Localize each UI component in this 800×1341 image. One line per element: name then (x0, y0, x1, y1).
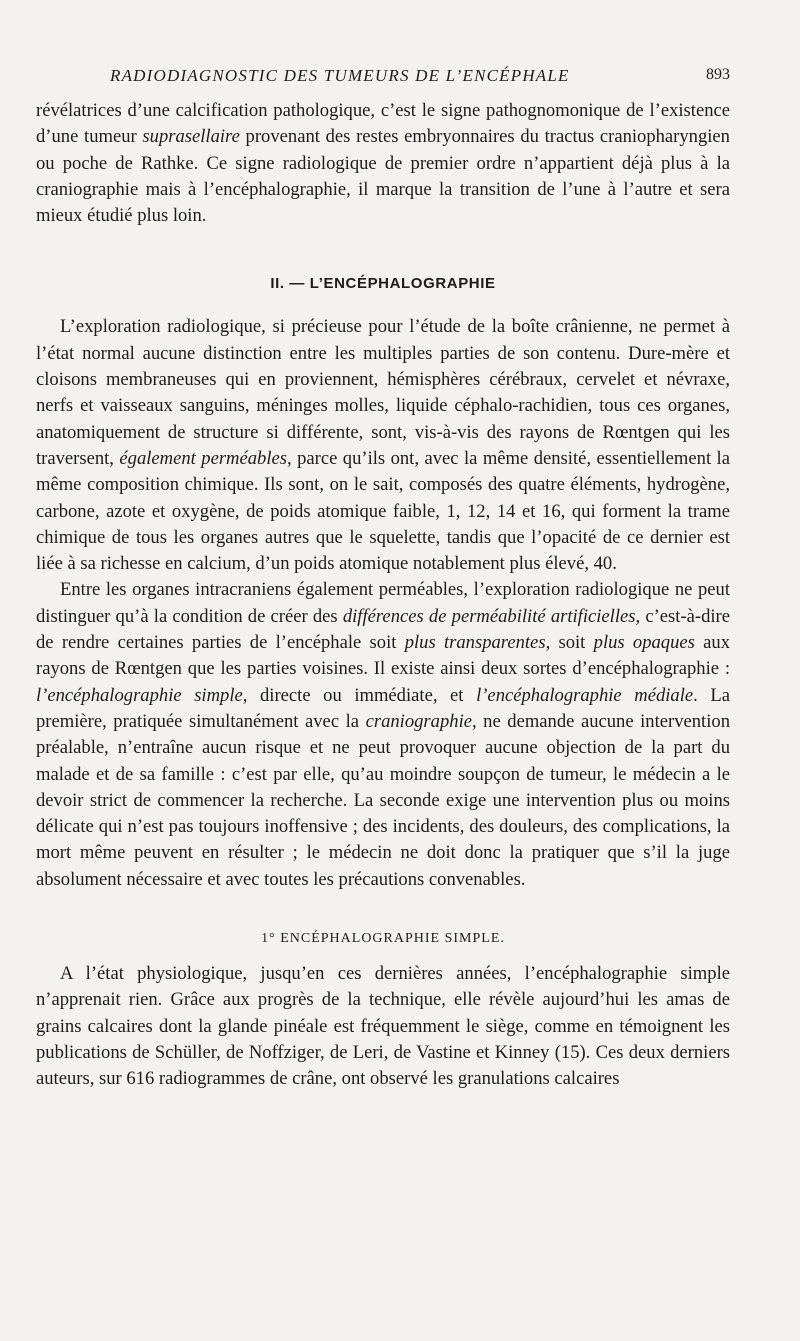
subsection-heading-encephalographie-simple: 1° ENCÉPHALOGRAPHIE SIMPLE. (261, 931, 505, 947)
page-number: 893 (706, 66, 730, 83)
italic-run: l’encéphalographie médiale (476, 684, 694, 706)
italic-run: plus transparentes (404, 632, 546, 654)
paragraph-3 (36, 577, 730, 893)
section-heading-encephalographie: II. — L’ENCÉPHALOGRAPHIE (270, 275, 496, 293)
text-run: provenant des restes embryonnaires du tractus craniopharyngien ou poche de Rathke. Ce signe radiologique de premier ordre n’appartient déjà plus à la craniographie mais à l’encéphalographie, il marque la transition de l’une à l’autre et sera mieux étudié plus loin. (36, 126, 730, 227)
text-run: , parce qu’ils ont, avec la même densité, essentiellement la même composition chimique. Ils sont, on le sait, composés des quatre éléments, hydrogène, carbone, azote et oxygène, de poids atomique faible, 1, 12, 14 et 16, qui forment la trame chimique de tous les organes autres que le squelette, tandis que l’opacité de ce dernier est liée à sa richesse en calcium, d’un poids atomique notablement plus élevé, 40. (36, 447, 730, 575)
running-head (110, 66, 730, 96)
paragraph-1 (36, 98, 730, 229)
italic-run: également perméables (119, 447, 287, 469)
italic-run: craniographie (365, 710, 472, 732)
page-body (36, 98, 730, 1093)
text-run: , directe ou immédiate, et (242, 684, 477, 706)
text-run: révélatrices d’une calcification pathologique, c’est le signe pathognomonique de l’existence d’une tumeur (36, 100, 730, 148)
text-run: L’exploration radiologique, si précieuse pour l’étude de la boîte crânienne, ne permet à l’état normal aucune distinction entre les multiples parties de son contenu. Dure-mère et cloisons membraneuses qui en proviennent, hémisphères cérébraux, cervelet et névraxe, nerfs et vaisseaux sanguins, méninges molles, liquide céphalo-rachidien, tous ces organes, anatomiquement de structure si différente, sont, vis-à-vis des rayons de Rœntgen qui les traversent, (36, 316, 730, 469)
text-run: , soit (545, 632, 594, 654)
text-run: aux rayons de Rœntgen que les parties voisines. Il existe ainsi deux sortes d’encéphalographie : (36, 632, 731, 680)
paragraph-2 (36, 314, 730, 577)
text-run: , c’est-à-dire de rendre certaines parties de l’encéphale soit (36, 605, 730, 654)
italic-run: l’encéphalographie simple (36, 684, 243, 706)
running-title: RADIODIAGNOSTIC DES TUMEURS DE L’ENCÉPHALE (110, 66, 570, 85)
paragraph-4 (36, 961, 730, 1092)
text-run: , ne demande aucune intervention préalable, n’entraîne aucun risque et ne peut provoquer aucune objection de la part du malade et de sa famille : c’est par elle, qu’au moindre soupçon de tumeur, le médecin a le devoir strict de commencer la recherche. La seconde exige une intervention plus ou moins délicate qui n’est pas toujours inoffensive ; des incidents, des douleurs, des complications, la mort même peuvent en résulter ; le médecin ne doit donc la pratiquer que s’il la juge absolument nécessaire et avec toutes les précautions convenables. (36, 710, 730, 890)
text-run: A l’état physiologique, jusqu’en ces dernières années, l’encéphalographie simple n’apprenait rien. Grâce aux progrès de la technique, elle révèle aujourd’hui les amas de grains calcaires dont la glande pinéale est fréquemment le siège, comme en témoignent les publications de Schüller, de Noffziger, de Leri, de Vastine et Kinney (15). Ces deux derniers auteurs, sur 616 radiogrammes de crâne, ont observé les granulations calcaires (36, 963, 730, 1090)
italic-run: plus opaques (593, 632, 695, 654)
italic-run: suprasellaire (142, 126, 240, 148)
text-run: . La première, pratiquée simultanément avec la (36, 684, 730, 732)
text-run: Entre les organes intracraniens également perméables, l’exploration radiologique ne peut distinguer qu’à la condition de créer des (36, 579, 730, 627)
italic-run: différences de perméabilité artificielles (342, 605, 636, 627)
